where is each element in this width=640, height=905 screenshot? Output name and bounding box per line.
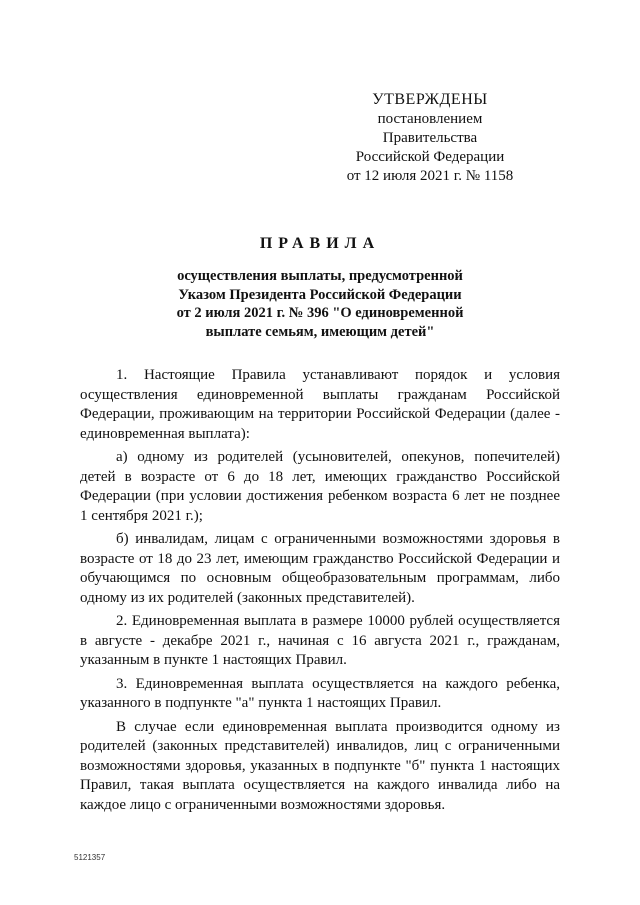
paragraph-1: 1. Настоящие Правила устанавливают порядок и условия осуществления единовременной выплаты гражданам Российской Федерации, проживающим на территории Российской Федерации (далее - единовременная выплата): <box>80 367 560 442</box>
approval-line-government: Российской Федерации <box>355 149 505 165</box>
paragraph-3: 3. Единовременная выплата осуществляется на каждого ребенка, указанного в подпункте "а" пункта 1 настоящих Правил. <box>80 675 560 711</box>
approval-block <box>330 90 530 186</box>
subtitle-line: от 2 июля 2021 г. № 396 "О единовременной <box>176 305 464 321</box>
document-subtitle <box>80 267 560 341</box>
paragraph-3-continued: В случае если единовременная выплата производится одному из родителей (законных представителей) инвалидов, лиц с ограниченными возможностями здоровья, указанных в подпункте "б" пункта 1 настоящих Правил, такая выплата осуществляется на каждого инвалида либо на каждое лицо с ограниченными возможностями здоровья. <box>80 718 560 813</box>
document-title: ПРАВИЛА <box>259 235 381 252</box>
paragraph-2: 2. Единовременная выплата в размере 10000 рублей осуществляется в августе - декабре 2021 г., начиная с 16 августа 2021 г., гражданам, указанным в пункте 1 настоящих Правил. <box>80 613 560 668</box>
subtitle-line: Указом Президента Российской Федерации <box>178 286 462 303</box>
paragraph-1b: б) инвалидам, лицам с ограниченными возможностями здоровья в возрасте от 18 до 23 лет, имеющим гражданство Российской Федерации и обучающимся по основным общеобразовательным программам, либо одному из их родителей (законных представителей). <box>80 531 560 606</box>
subtitle-line: осуществления выплаты, предусмотренной <box>177 268 463 284</box>
approval-line-decree: постановлением Правительства <box>377 111 483 146</box>
subtitle-line: выплате семьям, имеющим детей" <box>205 323 435 340</box>
document-id-footer: 5121357 <box>74 853 106 862</box>
document-body <box>80 366 560 819</box>
approval-heading: УТВЕРЖДЕНЫ <box>372 91 488 108</box>
paragraph-1a: а) одному из родителей (усыновителей, опекунов, попечителей) детей в возрасте от 6 до 18 лет, имеющих гражданство Российской Федерации (при условии достижения ребенком возраста 6 лет не позднее 1 сентября 2021 г.); <box>80 449 560 524</box>
document-title-block <box>80 235 560 341</box>
approval-line-date-number: от 12 июля 2021 г. № 1158 <box>346 168 514 184</box>
